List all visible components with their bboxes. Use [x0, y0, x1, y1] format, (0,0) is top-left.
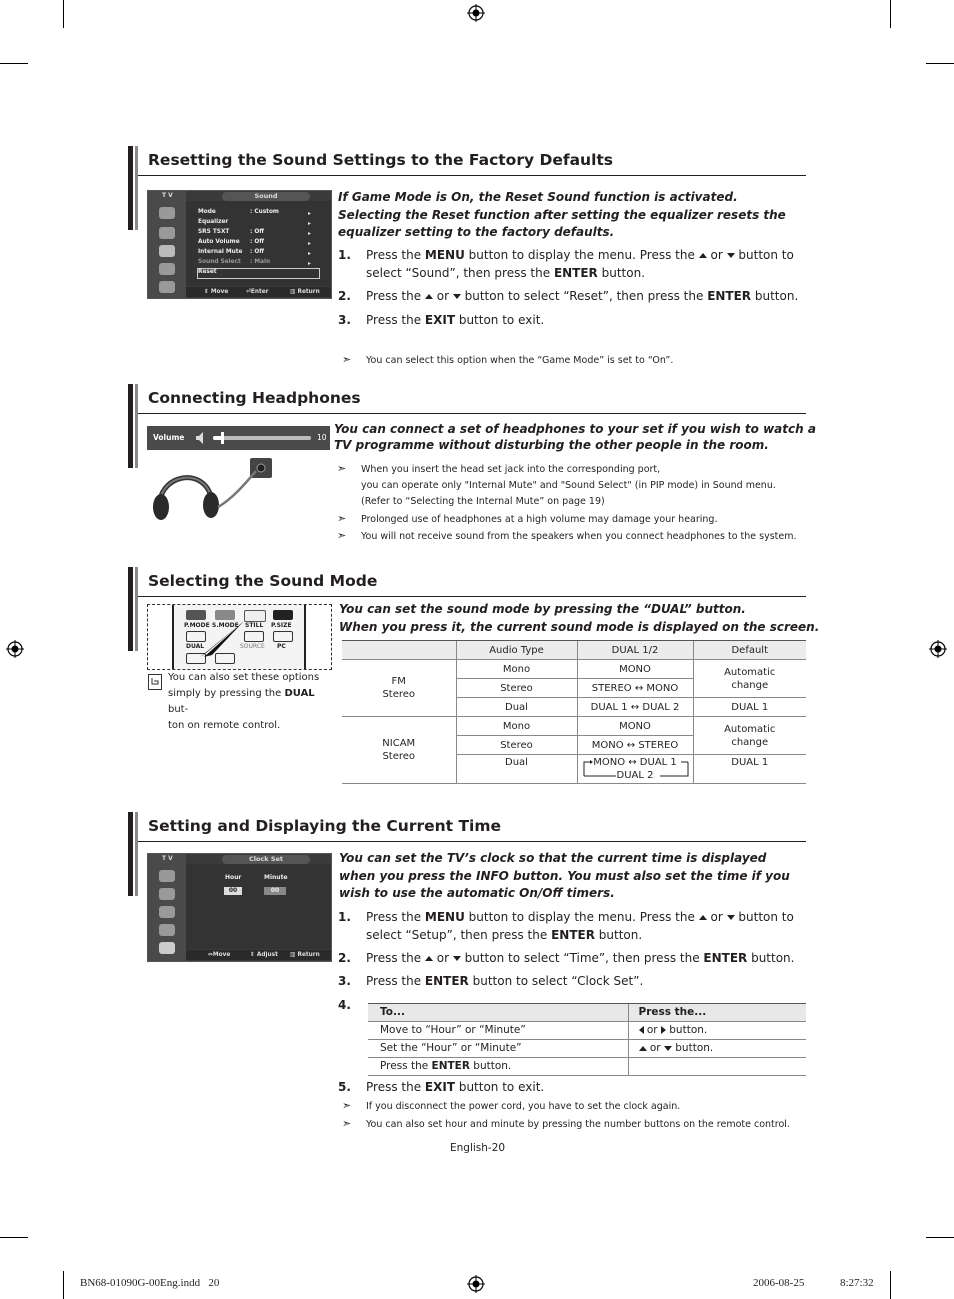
step-text: Press the EXIT button to exit. — [366, 1080, 545, 1094]
clock-step-3 — [338, 973, 808, 991]
table-header-cell: Press the... — [628, 1004, 806, 1022]
remote-btn-row2 — [273, 631, 293, 642]
remote-label-source: SOURCE — [240, 643, 265, 650]
section-title-sound-mode: Selecting the Sound Mode — [148, 572, 378, 590]
up-arrow-icon — [699, 915, 707, 920]
section-title-reset: Resetting the Sound Settings to the Factory Defaults — [148, 151, 614, 169]
osd-footer-return: ▥ Return — [290, 952, 320, 958]
osd-main — [186, 864, 331, 949]
note-text: If you disconnect the power cord, you have to set the clock again. — [366, 1101, 681, 1112]
hand-note-icon — [148, 674, 162, 690]
osd-footer-adjust: ⇕ Adjust — [250, 952, 278, 958]
clock-step-1 — [338, 909, 808, 945]
channel-icon — [159, 906, 175, 918]
table-cell: DUAL 1 ↔ DUAL 2 — [577, 698, 693, 717]
table-cell: DUAL 1 — [693, 698, 806, 717]
clock-note-2 — [342, 1117, 802, 1133]
picture-icon — [159, 207, 175, 219]
step-text: Press the MENU button to display the menu. Press the or button to select “Setup”, then press the ENTER button. — [366, 910, 794, 942]
osd-row-auto-volume — [198, 239, 264, 245]
osd-tv-label: T V — [162, 855, 173, 862]
down-arrow-icon — [727, 915, 735, 920]
sound-mode-intro-line-2: When you press it, the current sound mode is displayed on the screen. — [339, 620, 820, 634]
setup-icon — [159, 263, 175, 275]
osd-row-label: Equalizer — [198, 219, 229, 225]
volume-label: Volume — [153, 433, 185, 442]
osd-header: Clock Set — [222, 855, 310, 864]
clock-step-4 — [338, 997, 368, 1015]
clock-step-5 — [338, 1079, 808, 1097]
step-text: Press the ENTER button to select “Clock Set”. — [366, 974, 644, 988]
registration-mark-icon — [929, 640, 947, 658]
input-icon — [159, 281, 175, 293]
sound-icon — [159, 227, 175, 239]
table-cell-default: Automatic change — [693, 660, 806, 698]
cycle-arrow-icon — [582, 758, 690, 780]
clock-hour-label: Hour — [225, 874, 242, 881]
table-cell: Dual — [456, 755, 577, 784]
footer-time: 8:27:32 — [840, 1277, 874, 1289]
headphones-intro-line-1: You can connect a set of headphones to your set if you wish to watch a — [334, 422, 816, 436]
clock-menu-screenshot — [147, 853, 332, 962]
osd-row-value: : Off — [250, 249, 264, 255]
reset-step-2 — [338, 288, 808, 306]
section-rule — [138, 175, 806, 176]
osd-sidebar — [148, 191, 186, 298]
clock-note-1 — [342, 1099, 802, 1115]
table-cell: MONO ↔ STEREO — [577, 736, 693, 755]
step-number: 2. — [338, 951, 351, 965]
remote-label-smode: S.MODE — [212, 622, 239, 629]
table-cell: MONO — [577, 717, 693, 736]
table-cell: Press the ENTER button. — [368, 1058, 628, 1076]
section-marker — [128, 567, 133, 651]
crop-mark — [63, 0, 64, 28]
table-cell: MONO — [577, 660, 693, 679]
osd-row-label: Reset — [198, 269, 217, 275]
sound-menu-screenshot — [147, 190, 332, 299]
note-arrow-icon: ➣ — [337, 512, 347, 525]
section-marker — [128, 384, 133, 468]
table-header-cell: To... — [368, 1004, 628, 1022]
osd-header: Sound — [222, 192, 310, 201]
table-header-cell: Audio Type — [456, 641, 577, 660]
section-marker — [135, 567, 138, 651]
note-text: When you insert the head set jack into the corresponding port, you can operate only "Internal Mute" and "Sound Select" (in PIP mode) in Sound menu. (Refer to “Selecting the Internal Mute” on page 19) — [361, 464, 776, 507]
volume-osd — [147, 426, 330, 450]
headphones-intro-line-2: TV programme without disturbing the other people in the room. — [334, 438, 769, 452]
section-title-clock: Setting and Displaying the Current Time — [148, 817, 502, 835]
section-marker — [135, 384, 138, 468]
registration-mark-icon — [467, 4, 485, 22]
osd-row-label: SRS TSXT — [198, 229, 230, 235]
remote-label-dual: DUAL — [186, 643, 205, 650]
table-header-cell: Default — [693, 641, 806, 660]
section-rule — [138, 596, 806, 597]
up-arrow-icon — [425, 956, 433, 961]
step-text: Press the MENU button to display the menu. Press the or button to select “Sound”, then press the ENTER button. — [366, 248, 794, 280]
step-number: 3. — [338, 974, 351, 988]
crop-mark — [0, 63, 28, 64]
remote-illustration — [147, 604, 332, 670]
table-cell: STEREO ↔ MONO — [577, 679, 693, 698]
osd-row-label: Auto Volume — [198, 239, 240, 245]
table-group-nicam: NICAM Stereo — [342, 717, 456, 784]
table-header-cell: DUAL 1/2 — [577, 641, 693, 660]
up-arrow-icon — [425, 294, 433, 299]
headphones-note-1 — [337, 462, 803, 510]
section-marker — [128, 812, 133, 896]
section-marker — [135, 146, 138, 230]
note-arrow-icon: ➣ — [342, 1117, 352, 1130]
input-icon — [159, 924, 175, 936]
osd-row-sound-select — [198, 259, 271, 265]
table-cell: Stereo — [456, 736, 577, 755]
reset-note — [342, 353, 802, 369]
osd-row-srs — [198, 229, 264, 235]
note-arrow-icon: ➣ — [342, 1099, 352, 1112]
reset-intro: If Game Mode is On, the Reset Sound function is activated. Selecting the Reset function after setting the equalizer resets the equalizer setting to the factory defaults. — [338, 190, 786, 239]
osd-footer-return: ▥ Return — [290, 289, 320, 295]
table-cell: Move to “Hour” or “Minute” — [368, 1022, 628, 1040]
note-arrow-icon: ➣ — [342, 353, 352, 366]
pointer-arrow-icon — [198, 619, 250, 659]
table-cell: Mono — [456, 660, 577, 679]
step-number: 4. — [338, 998, 351, 1012]
clock-button-table — [368, 1003, 806, 1076]
note-text: You can select this option when the “Game Mode” is set to “On”. — [366, 355, 674, 366]
speaker-icon — [195, 431, 207, 445]
note-arrow-icon: ➣ — [337, 529, 347, 542]
section-title-headphones: Connecting Headphones — [148, 389, 361, 407]
channel-icon — [159, 245, 175, 257]
note-arrow-icon: ➣ — [337, 462, 347, 475]
osd-row-label: Sound Select — [198, 259, 241, 265]
table-cell-cycle: MONO ↔ DUAL 1 DUAL 2 — [577, 755, 693, 784]
osd-arrows: ▸ ▸ ▸ ▸ ▸ ▸ — [308, 210, 312, 267]
down-arrow-icon — [727, 253, 735, 258]
section-marker — [128, 146, 133, 230]
section-rule — [138, 413, 806, 414]
note-text: You can also set hour and minute by pressing the number buttons on the remote control. — [366, 1119, 790, 1130]
sound-mode-side-note: You can also set these options simply by pressing the DUAL but- ton on remote control. — [168, 672, 320, 731]
osd-row-reset — [198, 269, 217, 275]
headphones-note-3 — [337, 529, 803, 545]
table-header-cell — [342, 641, 456, 660]
reset-step-1 — [338, 247, 808, 283]
crop-mark — [926, 1237, 954, 1238]
step-number: 1. — [338, 910, 351, 924]
osd-row-value: : Main — [250, 259, 271, 265]
down-arrow-icon — [453, 956, 461, 961]
table-cell: or button. — [628, 1040, 806, 1058]
table-group-fm: FM Stereo — [342, 660, 456, 717]
crop-mark — [890, 0, 891, 28]
crop-mark — [0, 1237, 28, 1238]
osd-footer — [186, 287, 331, 297]
osd-footer-move: ⇔Move — [208, 952, 231, 958]
remote-label-pc: PC — [277, 643, 286, 650]
step-number: 5. — [338, 1080, 351, 1094]
step-text: Press the or button to select “Time”, then press the ENTER button. — [366, 951, 795, 965]
crop-mark — [63, 1271, 64, 1299]
up-arrow-icon — [639, 1046, 647, 1051]
osd-tv-label: T V — [162, 192, 173, 199]
volume-track — [213, 436, 311, 440]
down-arrow-icon — [664, 1046, 672, 1051]
osd-row-value: : Custom — [250, 209, 279, 215]
footer-file-name: BN68-01090G-00Eng.indd 20 — [80, 1277, 220, 1289]
table-cell-default: Automatic change — [693, 717, 806, 755]
osd-row-label: Internal Mute — [198, 249, 243, 255]
clock-hour-field: 00 — [224, 887, 242, 895]
setup-icon — [159, 942, 175, 954]
osd-row-value: : Off — [250, 239, 264, 245]
crop-mark — [890, 1271, 891, 1299]
osd-footer-enter: ⏎Enter — [246, 289, 269, 295]
clock-minute-field: 00 — [264, 887, 286, 895]
up-arrow-icon — [699, 253, 707, 258]
table-cell: Dual — [456, 698, 577, 717]
table-cell: Stereo — [456, 679, 577, 698]
sound-mode-table — [342, 640, 806, 784]
table-cell — [628, 1058, 806, 1076]
picture-icon — [159, 870, 175, 882]
remote-label-still: STILL — [245, 622, 264, 629]
table-cell: DUAL 1 — [693, 755, 806, 784]
headphones-illustration-icon — [148, 455, 276, 523]
step-number: 1. — [338, 248, 351, 262]
remote-label-psize: P.SIZE — [271, 622, 292, 629]
volume-thumb — [221, 432, 224, 444]
step-text: Press the or button to select “Reset”, then press the ENTER button. — [366, 289, 799, 303]
clock-intro: You can set the TV’s clock so that the current time is displayed when you press the INFO button. You must also set the time if you wish to use the automatic On/Off timers. — [339, 851, 790, 900]
table-cell: Mono — [456, 717, 577, 736]
registration-mark-icon — [467, 1275, 485, 1293]
remote-btn-psize — [273, 610, 293, 620]
osd-footer-move: ⇕ Move — [204, 289, 229, 295]
osd-row-internal-mute — [198, 249, 264, 255]
table-cell: Set the “Hour” or “Minute” — [368, 1040, 628, 1058]
note-text: Prolonged use of headphones at a high volume may damage your hearing. — [361, 514, 718, 525]
osd-row-equalizer — [198, 219, 228, 225]
clock-minute-label: Minute — [264, 874, 288, 881]
step-text: Press the EXIT button to exit. — [366, 313, 545, 327]
osd-row-mode — [198, 209, 279, 215]
note-text: You will not receive sound from the speakers when you connect headphones to the system. — [361, 531, 797, 542]
registration-mark-icon — [6, 640, 24, 658]
footer-date: 2006-08-25 — [753, 1277, 805, 1289]
sound-icon — [159, 888, 175, 900]
down-arrow-icon — [453, 294, 461, 299]
clock-step-2 — [338, 950, 808, 968]
table-cell: or button. — [628, 1022, 806, 1040]
headphones-note-2 — [337, 512, 803, 528]
osd-row-label: Mode — [198, 209, 216, 215]
section-rule — [138, 841, 806, 842]
step-number: 2. — [338, 289, 351, 303]
osd-row-value: : Off — [250, 229, 264, 235]
page-number: English-20 — [450, 1142, 506, 1154]
reset-step-3 — [338, 312, 808, 330]
remote-label-pmode: P.MODE — [184, 622, 210, 629]
crop-mark — [926, 63, 954, 64]
volume-value: 10 — [317, 433, 327, 442]
sound-mode-intro-line-1: You can set the sound mode by pressing the “DUAL” button. — [339, 602, 746, 616]
osd-sidebar — [148, 854, 186, 961]
step-number: 3. — [338, 313, 351, 327]
osd-footer — [186, 950, 331, 960]
section-marker — [135, 812, 138, 896]
